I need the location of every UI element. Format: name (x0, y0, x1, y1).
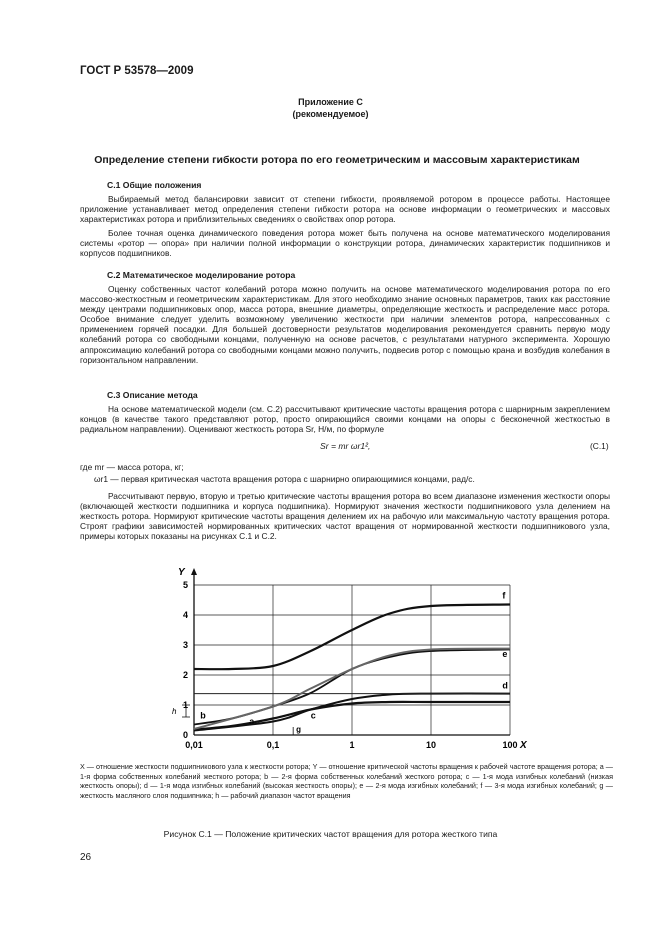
y-tick-label: 3 (182, 640, 188, 650)
section-heading: С.3 Описание метода (107, 390, 198, 400)
y-tick-label: 5 (182, 580, 188, 590)
working-range-label: h (172, 707, 177, 716)
series-label-b: b (200, 710, 206, 721)
x-tick-label: 1 (349, 740, 355, 750)
series-label-e: e (502, 649, 508, 659)
figure-title: Рисунок С.1 — Положение критических частот вращения для ротора жесткого типа (163, 829, 498, 839)
annex-status: (рекомендуемое) (292, 109, 369, 119)
where-line: ωr1 — первая критическая частота вращения ротора с шарнирно опирающимися концами, рад/с. (94, 474, 475, 484)
paragraph: Выбираемый метод балансировки зависит от степени гибкости, проявляемой ротором в процессе работы. Настоящее приложение устанавливает метод определения степени гибкости ротора на основе информации о геометрических и массовых характеристиках ротора и приблизительных сведениях о свойствах опор ротора. (80, 194, 610, 225)
where-line: где mr — масса ротора, кг; (80, 462, 184, 472)
document-code: ГОСТ Р 53578—2009 (80, 65, 194, 77)
y-tick-label: 4 (182, 610, 188, 620)
series-label-c: c (310, 710, 316, 721)
section-heading: С.2 Математическое моделирование ротора (107, 270, 296, 280)
series-label-d: d (502, 680, 508, 691)
x-tick-label: 0,1 (266, 740, 280, 750)
y-axis-arrow (191, 568, 197, 575)
x-tick-label: 0,01 (185, 740, 203, 750)
y-tick-label: 1 (182, 700, 188, 710)
section-heading: С.1 Общие положения (107, 180, 202, 190)
x-tick-label: 10 (425, 740, 437, 750)
formula-number: (С.1) (590, 441, 609, 451)
series-label-f: f (502, 590, 506, 601)
y-axis-label: Y (178, 567, 185, 578)
series-label-a: a (249, 716, 255, 727)
page-number: 26 (80, 852, 92, 863)
formula: Sr = mr ωr1², (320, 441, 371, 451)
critical-speed-chart (160, 565, 530, 755)
paragraph: Более точная оценка динамического поведения ротора может быть получена на основе математического моделирования системы «ротор — опора» при наличии полной информации о конструкции ротора, динамических характеристик подшипников и корпусов подшипников. (80, 228, 610, 259)
figure-caption: X — отношение жесткости подшипникового узла к жесткости ротора; Y — отношение критической частоты вращения к рабочей частоте вращения ротора; a — 1-я форма собственных колебаний жесткого ротора; b — 2-я форма собственных колебаний жесткого ротора; c — 1-я мода изгибных колебаний (низкая жесткость опоры); d — 1-я мода изгибных колебаний (высокая жесткость опоры); e — 2-я мода изгибных колебаний; f — 3-я мода изгибных колебаний; g — жесткость масляного слоя подшипника; h — рабочий диапазон частот вращения (80, 762, 613, 800)
annex-title: Определение степени гибкости ротора по его геометрическим и массовым характеристикам (94, 154, 580, 166)
x-tick-label: 100 (502, 740, 518, 750)
y-tick-label: 2 (182, 670, 188, 680)
paragraph: Оценку собственных частот колебаний ротора можно получить на основе математического моделирования ротора по его массово-жесткостным и геометрическим характеристикам. Для этого необходимо знание основных параметров, таких как расстояние между центрами подшипниковых опор, масса ротора, внешние диаметры, определяющие жесткость и распределение масс ротора. Особое внимание следует уделить возможному увеличению жесткости при наличии элементов ротора, напрессованных с применением горячей посадки. Для большей достоверности результатов моделирования рекомендуется сравнить первую моду колебаний ротора со свободными концами, полученную на основе расчетов, с результатами натурного эксперимента. Хорошую аппроксимацию колебаний ротора со свободными концами можно получить, подвесив ротор с помощью крана и возбудив колебания в горизонтальном направлении. (80, 284, 610, 365)
chart-plot-area (172, 567, 528, 751)
x-axis-label: X (520, 740, 527, 751)
paragraph: Рассчитывают первую, вторую и третью критические частоты вращения ротора во всем диапазоне изменения жесткости опоры (включающей жесткости подшипника и корпуса подшипника). Нормируют значения жесткости подшипникового узла делением на жесткость ротора. Нормируют критические частоты вращения делением их на рабочую или максимальную частоту вращения ротора. Строят графики зависимостей нормированных критических частот вращения от нормированной жесткости подшипникового узла, примеры которых показаны на рисунках С.1 и С.2. (80, 491, 610, 542)
y-tick-label: 0 (182, 730, 188, 740)
oil-film-label: g (296, 725, 302, 734)
paragraph: На основе математической модели (см. С.2) рассчитывают критические частоты вращения ротора с шарнирным закреплением концов (в качестве такого представляют ротор, просто опирающийся своими концами на опоры с бесконечной жесткостью в радиальном направлении). Оценивают жесткость ротора Sr, Н/м, по формуле (80, 404, 610, 435)
annex-label: Приложение С (298, 97, 363, 107)
